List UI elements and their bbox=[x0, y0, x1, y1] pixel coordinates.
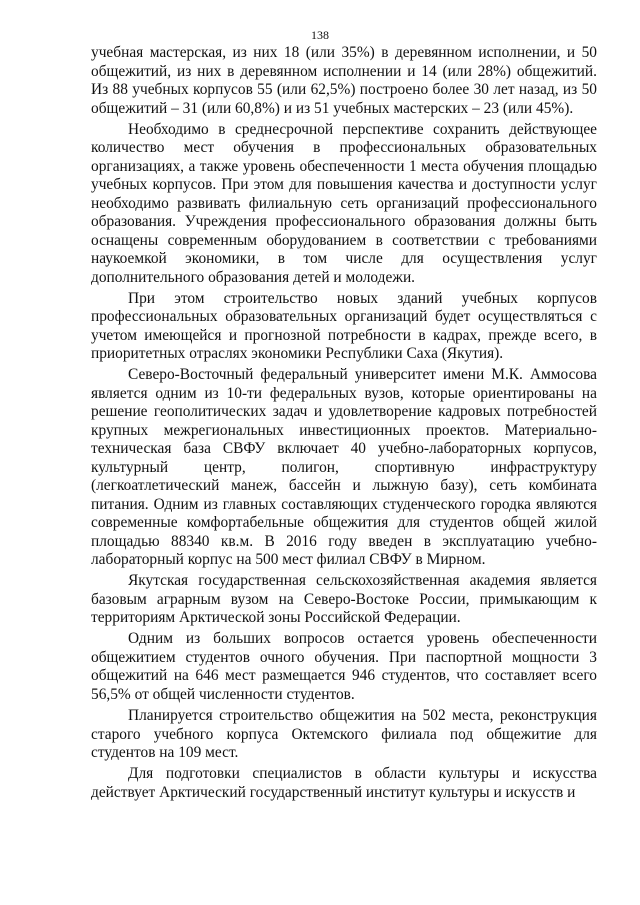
paragraph-dormitory-plans: Планируется строительство общежития на 502 места, реконструкция старого учебного корпуса Октемского филиала под общежитие для студентов на 109 мест. bbox=[91, 707, 597, 762]
paragraph-construction-plans: При этом строительство новых зданий учебных корпусов профессиональных образовательных организаций будет осуществляться с учетом имеющейся и прогнозной потребности в кадрах, прежде всего, в приоритетных отраслях экономики Республики Саха (Якутия). bbox=[91, 289, 597, 363]
page-number: 138 bbox=[311, 28, 329, 42]
paragraph-continuation: учебная мастерская, из них 18 (или 35%) в деревянном исполнении, и 50 общежитий, из них в деревянном исполнении и 14 (или 28%) общежитий. Из 88 учебных корпусов 55 (или 62,5%) построено более 30 лет назад, из 50 общежитий – 31 (или 60,8%) и из 51 учебных мастерских – 23 (или 45%). bbox=[91, 44, 597, 117]
paragraph-agricultural-academy: Якутская государственная сельскохозяйственная академия является базовым аграрным вузом на Северо-Востоке России, примыкающим к территориям Арктической зоны Российской Федерации. bbox=[91, 572, 597, 627]
document-body bbox=[91, 44, 597, 802]
paragraph-dormitory-supply: Одним из больших вопросов остается уровень обеспеченности общежитием студентов очного обучения. При паспортной мощности 3 общежитий на 646 мест размещается 946 студентов, что составляет всего 56,5% от общей численности студентов. bbox=[91, 630, 597, 703]
paragraph-svfu: Северо-Восточный федеральный университет имени М.К. Аммосова является одним из 10-ти федеральных вузов, которые ориентированы на решение геополитических задач и удовлетворение кадровых потребностей крупных межрегиональных инвестиционных проектов. Материально-техническая база СВФУ включает 40 учебно-лабораторных корпусов, культурный центр, полигон, спортивную инфраструктуру (легкоатлетический манеж, бассейн и лыжную базу), сеть комбината питания. Одним из главных составляющих студенческого городка являются современные комфортабельные общежития для студентов общей жилой площадью 88340 кв.м. В 2016 году введен в эксплуатацию учебно-лабораторный корпус на 500 мест филиал СВФУ в Мирном. bbox=[91, 366, 597, 569]
paragraph-arctic-institute: Для подготовки специалистов в области культуры и искусства действует Арктический государственный институт культуры и искусств и bbox=[91, 765, 597, 801]
paragraph-network-preservation: Необходимо в среднесрочной перспективе сохранить действующее количество мест обучения в профессиональных образовательных организациях, а также уровень обеспеченности 1 места обучения площадью учебных корпусов. При этом для повышения качества и доступности услуг необходимо развивать филиальную сеть организаций профессионального образования. Учреждения профессионального образования должны быть оснащены современным оборудованием в соответствии с требованиями наукоемкой экономики, в том числе для осуществления услуг дополнительного образования детей и молодежи. bbox=[91, 120, 597, 286]
